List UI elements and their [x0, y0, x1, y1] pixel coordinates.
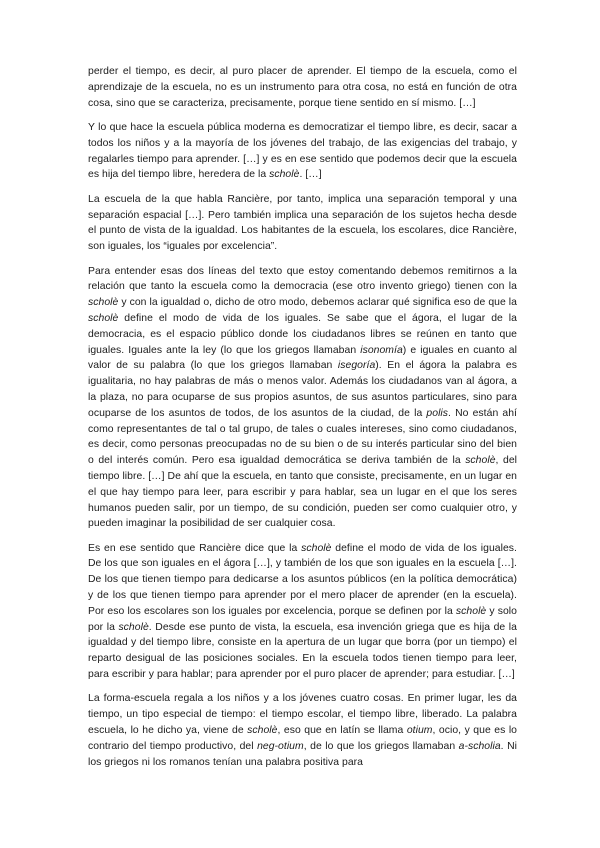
italic-term: scholè [455, 605, 487, 617]
text-segment: y solo por la [88, 605, 517, 633]
italic-term: scholè [465, 455, 496, 467]
paragraph-2 [88, 120, 517, 183]
text-segment: . […] [299, 169, 322, 181]
text-segment: . Desde ese punto de vista, la escuela, esa invención griega que es hija de la igualdad y del tiempo libre, consiste en la apertura de un lugar que borra (por un tiempo) el reparto desigual de las posiciones sociales. En la escuela todos tienen tiempo para leer, para escribir y para hablar; para aprender por el puro placer de aprender; para estudiar. […] [88, 621, 517, 681]
italic-term: scholè [247, 725, 278, 737]
text-segment: , del tiempo libre. […] De ahí que la escuela, en tanto que consiste, precisamente, en un lugar en el que hay tiempo para leer, para escribir y para hablar, sea un lugar en el que los seres humanos pueden salir, por un tiempo, de su condición, pueden ser como cualquier otro, y pueden imaginar la posibilidad de ser cualquier cosa. [88, 455, 518, 530]
text-segment: ). En el ágora la palabra es igualitaria, no hay palabras de más o menos valor. Además los ciudadanos van al ágora, a la plaza, no para ocuparse de sus propios asuntos, de sus asuntos particulares, sino para ocuparse de los asuntos de todos, de los asuntos de la ciudad, de la [88, 360, 518, 419]
text-segment: y con la igualdad o, dicho de otro modo, debemos aclarar qué significa eso de que la [118, 297, 517, 309]
paragraph-1 [88, 64, 517, 111]
text-segment: La forma-escuela regala a los niños y a los jóvenes cuatro cosas. En primer lugar, les da tiempo, un tipo especial de tiempo: el tiempo escolar, el tiempo libre, liberado. La palabra escuela, lo he dicho ya, viene de [88, 693, 517, 737]
text-segment: ) e iguales en cuanto al valor de su palabra (lo que los griegos llamaban [88, 344, 517, 372]
italic-term: scholè [88, 312, 119, 324]
text-segment: define el modo de vida de los iguales. De los que son iguales en el ágora […], y también de los que son iguales en la escuela […]. De los que tienen tiempo para dedicarse a los asuntos públicos (en la política democrática) y de los que tienen tiempo para aprender por el mero placer de aprender (en la escuela). Por eso los escolares son los iguales por excelencia, porque se definen por la [88, 542, 517, 617]
text-segment: . No están ahí como representantes de tal o tal grupo, de tales o cuales intereses, sino como ciudadanos, es decir, como personas preocupadas no de su bien o de su interés particular sino del bien o del interés común. Pero esa igualdad democrática se deriva también de la [88, 407, 517, 467]
paragraph-6 [88, 691, 517, 770]
text-segment: Es en ese sentido que Rancière dice que la [88, 542, 302, 554]
italic-term: neg-otium [257, 740, 304, 752]
italic-term: scholè [118, 621, 149, 633]
text-segment: Y lo que hace la escuela pública moderna es democratizar el tiempo libre, es decir, sacar a todos los niños y a la mayoría de los jóvenes del trabajo, de las exigencias del trabajo, y regalarles tiempo para aprender. […] y es en ese sentido que podemos decir que la escuela es hija del tiempo libre, heredera de la [88, 121, 517, 181]
text-segment: La escuela de la que habla Rancière, por tanto, implica una separación temporal y una separación espacial […]. Pero también implica una separación de los sujetos hecha desde el punto de vista de la igualdad. Los habitantes de la escuela, los escolares, dice Rancière, son iguales, los “iguales por excelencia”. [88, 193, 517, 253]
text-segment: , ocio, y que es lo contrario del tiempo productivo, del [88, 725, 518, 752]
paragraph-5 [88, 541, 517, 683]
text-segment: . Ni los griegos ni los romanos tenían una palabra positiva para [88, 740, 517, 768]
text-segment: perder el tiempo, es decir, al puro placer de aprender. El tiempo de la escuela, como el aprendizaje de la escuela, no es un instrumento para otra cosa, no está en función de otra cosa, sino que se caracteriza, precisamente, porque tiene sentido en sí mismo. […] [88, 66, 517, 109]
italic-term: polis [426, 407, 449, 419]
italic-term: isonomía [360, 344, 403, 356]
italic-term: otium [406, 725, 433, 737]
text-segment: , de lo que los griegos llamaban [303, 740, 459, 752]
italic-term: isegoría [337, 360, 376, 372]
italic-term: scholè [301, 542, 332, 554]
paragraph-4 [88, 264, 517, 533]
document-page [88, 64, 517, 779]
paragraph-3 [88, 192, 517, 255]
text-segment: Para entender esas dos líneas del texto que estoy comentando debemos remitirnos a la relación que tanto la escuela como la democracia (ese otro invento griego) tienen con la [88, 265, 517, 293]
text-segment: define el modo de vida de los iguales. Se sabe que el ágora, el lugar de la democracia, es el espacio público donde los ciudadanos libres se reúnen en tanto que iguales. Iguales ante la ley (lo que los griegos llamaban [88, 312, 517, 356]
text-segment: , eso que en latín se llama [277, 725, 407, 737]
italic-term: scholè [88, 297, 119, 309]
italic-term: a-scholia [458, 740, 501, 752]
italic-term: scholè [269, 169, 300, 181]
